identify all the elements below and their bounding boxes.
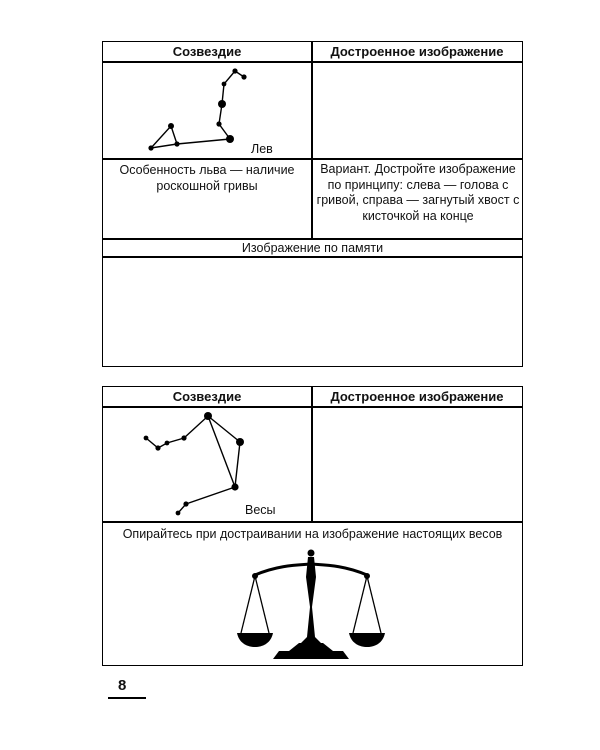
scales-icon <box>103 547 522 667</box>
table2-header-constellation: Созвездие <box>172 389 242 404</box>
page-number-underline <box>108 697 146 699</box>
memory-drawing-title: Изображение по памяти <box>241 241 384 255</box>
divider <box>311 42 313 238</box>
leo-feature-note: Особенность льва — наличие роскошной гривы <box>119 163 295 193</box>
page-number: 8 <box>118 677 127 694</box>
leo-table <box>102 41 523 367</box>
libra-label: Весы <box>245 503 276 517</box>
divider <box>103 158 522 160</box>
table2-header-completed: Достроенное изображение <box>330 389 504 404</box>
leo-constellation-icon <box>103 62 311 158</box>
libra-constellation-icon <box>103 407 311 521</box>
drawing-hint: Вариант. Достройте изображение по принципу: слева — голова с гривой, справа — загнутый хвост с кисточкой на конце <box>316 162 520 223</box>
scales-hint: Опирайтесь при достраивании на изображение настоящих весов <box>122 527 503 541</box>
leo-label: Лев <box>251 142 273 156</box>
divider <box>103 256 522 258</box>
libra-table <box>102 386 523 666</box>
table1-header-constellation: Созвездие <box>172 44 242 59</box>
table1-header-completed: Достроенное изображение <box>330 44 504 59</box>
divider <box>103 521 522 523</box>
divider <box>311 387 313 521</box>
